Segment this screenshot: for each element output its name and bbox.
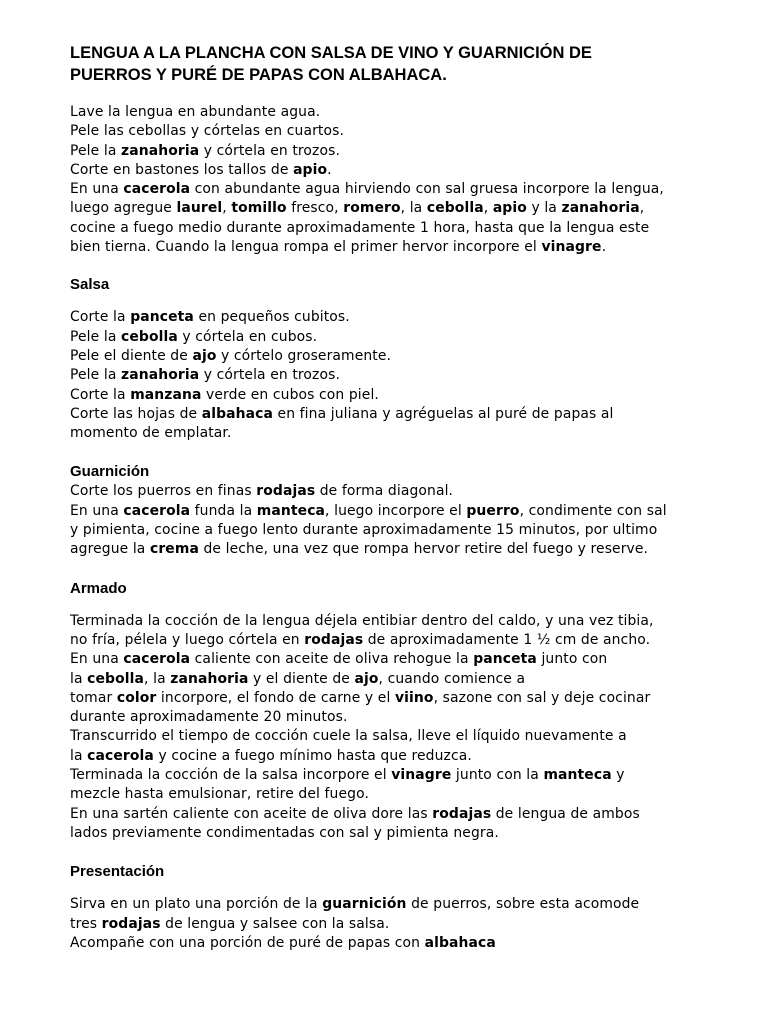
text-run: y el diente de [248,670,355,687]
ingredient-keyword: color [116,689,157,706]
text-run: luego agregue [70,200,177,217]
ingredient-keyword: zanahoria [121,142,200,159]
text-run: agregue la [70,541,150,558]
ingredient-keyword: cacerola [123,651,191,668]
ingredient-keyword: rodajas [256,483,316,500]
text-run: , la [144,670,171,687]
text-run: Corte la [70,309,131,326]
text-run: Acompañe con una porción de puré de papas con [70,934,425,951]
text-line [70,689,746,708]
text-line [70,482,746,501]
text-line [70,122,746,141]
text-line [70,308,746,327]
text-run: y [611,767,625,784]
text-line [70,612,746,631]
text-line [70,142,746,161]
text-run: Corte los puerros en finas [70,483,257,500]
ingredient-keyword: zanahoria [561,200,640,217]
text-run: junto con la [451,767,544,784]
text-run: Lave la lengua en abundante agua. [70,104,321,120]
text-run: verde en cubos con piel. [201,386,379,403]
guarnicion-paragraph [70,482,746,559]
presentacion-paragraph [70,895,746,953]
text-run: En una [70,502,124,519]
text-run: tres [70,915,102,932]
text-line [70,180,746,199]
ingredient-keyword: apio [293,161,328,178]
text-run: la [70,747,88,764]
text-line [70,199,746,218]
text-run: de leche, una vez que rompa hervor retire del fuego y reserve. [198,541,649,558]
text-line [70,785,746,804]
ingredient-keyword: guarnición [322,896,407,913]
text-line [70,502,746,521]
ingredient-keyword: albahaca [424,934,496,951]
ingredient-keyword: rodajas [101,915,161,932]
ingredient-keyword: panceta [473,651,537,668]
text-run: no fría, pélela y luego córtela en [70,631,305,648]
ingredient-keyword: cebolla [87,670,145,687]
text-run: lados previamente condimentadas con sal y pimienta negra. [70,824,499,841]
text-run: Pele el diente de [70,347,193,364]
ingredient-keyword: romero [343,200,401,217]
ingredient-keyword: tomillo [231,200,287,217]
ingredient-keyword: cebolla [121,328,178,345]
text-run: . [327,161,332,178]
ingredient-keyword: cacerola [123,181,191,198]
text-run: Corte las hojas de [70,405,202,422]
text-run: , [483,200,493,217]
text-line [70,805,746,824]
text-run: y pimienta, cocine a fuego lento durante aproximadamente 15 minutos, por ultimo [70,522,658,539]
text-run: con abundante agua hirviendo con sal gruesa incorpore la lengua, [190,181,664,198]
text-line [70,328,746,347]
ingredient-keyword: laurel [176,200,223,217]
text-run: Terminada la cocción de la salsa incorpore el [70,767,392,784]
text-run: y la [526,200,562,217]
text-run: , cuando comience a [378,670,526,687]
ingredient-keyword: rodajas [304,631,364,648]
text-line [70,934,746,953]
text-run: , sazone con sal y deje cocinar [433,689,651,706]
text-line [70,766,746,785]
text-run: , la [400,200,427,217]
text-line [70,540,746,559]
ingredient-keyword: manteca [256,502,326,519]
ingredient-keyword: apio [492,200,527,217]
text-run: Pele la [70,142,121,159]
recipe-title [70,42,746,86]
text-run: . [601,239,607,256]
text-run: Sirva en un plato una porción de la [70,896,323,913]
text-line [70,405,746,424]
ingredient-keyword: cebolla [426,200,484,217]
text-run: , [222,200,232,217]
text-line [70,238,746,257]
salsa-heading: Salsa [70,276,110,294]
text-line [70,670,746,689]
text-run: en pequeños cubitos. [193,309,350,326]
text-run: mezcle hasta emulsionar, retire del fuego. [70,786,369,803]
text-run: Pele la [70,367,121,384]
ingredient-keyword: vinagre [541,239,602,256]
text-run: de puerros, sobre esta acomode [406,896,640,913]
text-run: , [639,200,645,217]
text-run: bien tierna. Cuando la lengua rompa el primer hervor incorpore el [70,239,542,256]
text-run: y cocine a fuego mínimo hasta que reduzca. [153,747,472,764]
text-line [70,915,746,934]
text-line [70,347,746,366]
text-run: de aproximadamente 1 ½ cm de ancho. [363,631,651,648]
text-line [70,386,746,405]
armado-paragraph [70,612,746,844]
text-line [70,708,746,727]
ingredient-keyword: viino [394,689,434,706]
ingredient-keyword: manzana [130,386,202,403]
text-line [70,727,746,746]
text-run: y córtela en cubos. [177,328,318,345]
text-run: Corte la [70,386,131,403]
text-line [70,366,746,385]
guarnicion-heading: Guarnición [70,463,150,481]
ingredient-keyword: cacerola [123,502,191,519]
text-run: y córtela en trozos. [199,367,340,384]
ingredient-keyword: albahaca [201,405,274,422]
title-line: PUERROS Y PURÉ DE PAPAS CON ALBAHACA. [70,66,447,84]
text-run: y córtela en trozos. [199,142,340,159]
presentacion-heading: Presentación [70,863,165,881]
text-run: caliente con aceite de oliva rehogue la [190,651,474,668]
ingredient-keyword: cacerola [87,747,154,764]
text-run: incorpore, el fondo de carne y el [156,689,395,706]
text-run: funda la [190,502,257,519]
armado-heading: Armado [70,579,127,597]
text-run: Pele la [70,328,121,345]
text-run: junto con [536,651,608,668]
text-line [70,824,746,843]
text-run: de lengua de ambos [491,805,640,822]
ingredient-keyword: manteca [543,767,612,784]
text-run: la [70,670,88,687]
text-run: , luego incorpore el [325,502,467,519]
text-line [70,219,746,238]
ingredient-keyword: ajo [192,347,217,364]
text-line [70,521,746,540]
text-run: tomar [70,689,117,706]
text-run: Transcurrido el tiempo de cocción cuele la salsa, lleve el líquido nuevamente a [70,728,627,745]
text-run: de forma diagonal. [315,483,454,500]
text-run: fresco, [286,200,344,217]
text-run: cocine a fuego medio durante aproximadamente 1 hora, hasta que la lengua este [70,219,650,236]
text-run: Terminada la cocción de la lengua déjela entibiar dentro del caldo, y una vez tibia, [70,612,654,629]
salsa-paragraph [70,308,746,443]
text-line [70,103,746,122]
text-run: en fina juliana y agréguelas al puré de papas al [273,405,614,422]
text-line [70,650,746,669]
ingredient-keyword: crema [149,541,199,558]
text-line [70,161,746,180]
text-line [70,424,746,443]
text-run: , condimente con sal [519,502,667,519]
text-line [70,747,746,766]
text-run: Pele las cebollas y córtelas en cuartos. [70,123,344,140]
text-run: durante aproximadamente 20 minutos. [70,709,348,726]
recipe-document [70,42,746,953]
ingredient-keyword: vinagre [391,767,452,784]
ingredient-keyword: ajo [354,670,379,687]
ingredient-keyword: zanahoria [121,367,200,384]
text-line [70,895,746,914]
text-run: En una [70,651,124,668]
intro-paragraph [70,103,746,257]
ingredient-keyword: rodajas [432,805,492,822]
text-run: Corte en bastones los tallos de [70,161,294,178]
title-line: LENGUA A LA PLANCHA CON SALSA DE VINO Y GUARNICIÓN DE [70,44,592,62]
text-line [70,631,746,650]
text-run: momento de emplatar. [70,425,232,442]
ingredient-keyword: panceta [130,309,194,326]
text-run: En una [70,181,124,198]
text-run: de lengua y salsee con la salsa. [160,915,390,932]
ingredient-keyword: puerro [466,502,520,519]
ingredient-keyword: zanahoria [170,670,249,687]
text-run: y córtelo groseramente. [216,347,392,364]
text-run: En una sartén caliente con aceite de oliva dore las [70,805,433,822]
